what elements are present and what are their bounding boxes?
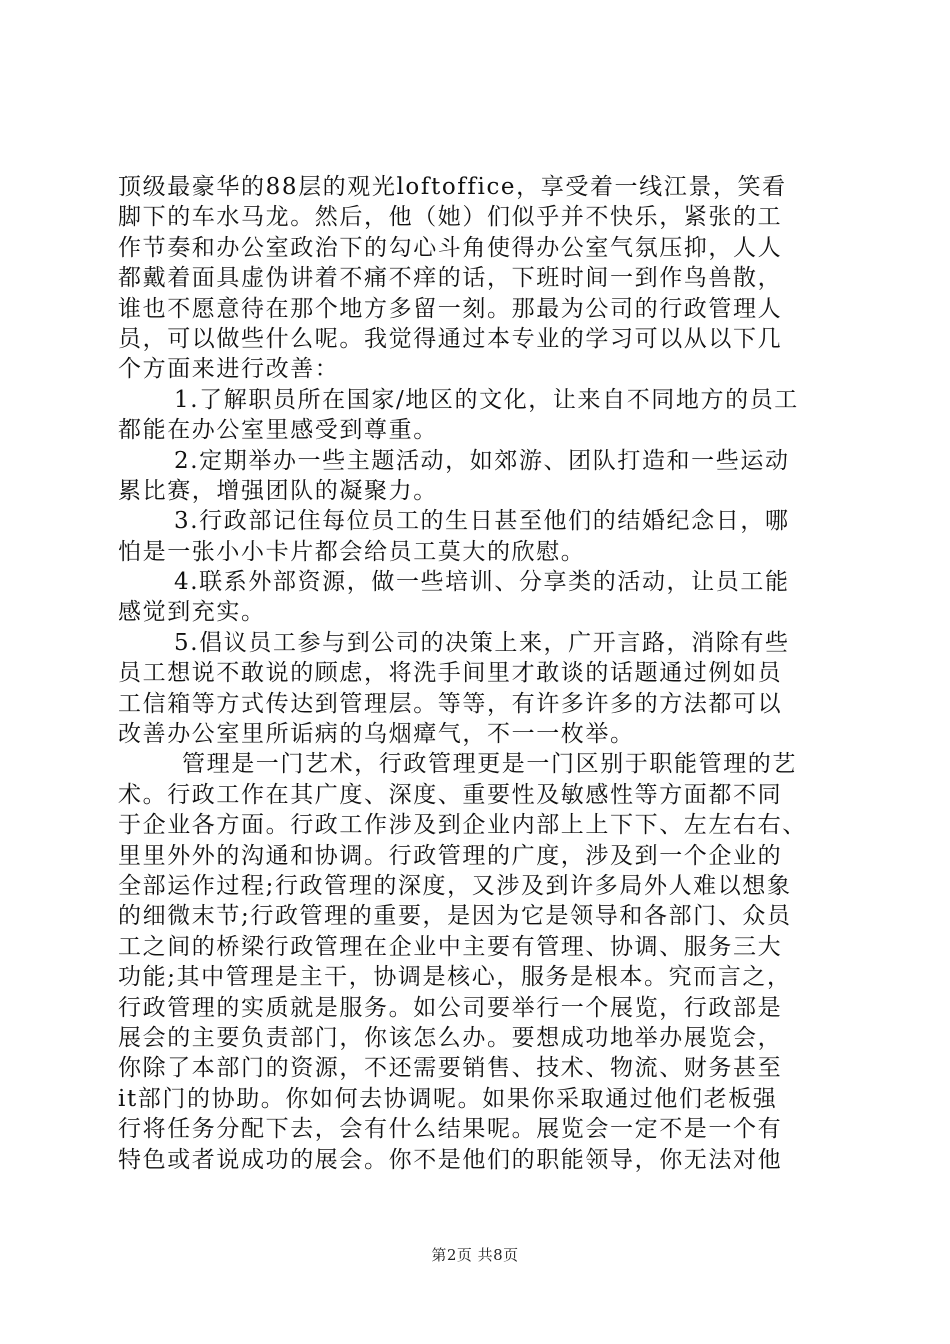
page-footer: 第2页 共8页	[431, 1246, 519, 1264]
body-text-line: 工信箱等方式传达到管理层。等等，有许多许多的方法都可以	[118, 690, 783, 717]
body-text-line: 作节奏和办公室政治下的勾心斗角使得办公室气氛压抑，人人	[118, 234, 783, 261]
body-text-line: 的细微末节;行政管理的重要，是因为它是领导和各部门、众员	[118, 903, 792, 930]
body-text-line: 脚下的车水马龙。然后，他（她）们似乎并不快乐，紧张的工	[118, 204, 783, 231]
body-text-line: 里里外外的沟通和协调。行政管理的广度，涉及到一个企业的	[118, 842, 783, 869]
body-text-line: 展会的主要负责部门，你该怎么办。要想成功地举办展览会，	[118, 1024, 783, 1051]
body-text-line: 感觉到充实。	[118, 599, 266, 626]
body-text-line: 特色或者说成功的展会。你不是他们的职能领导，你无法对他	[118, 1146, 783, 1173]
body-text-line: 顶级最豪华的88层的观光loftoffice，享受着一线江景，笑看	[118, 174, 787, 200]
body-text-line: 工之间的桥梁行政管理在企业中主要有管理、协调、服务三大	[118, 933, 783, 960]
body-text-line: 个方面来进行改善：	[118, 356, 340, 383]
body-text-line: 员，可以做些什么呢。我觉得通过本专业的学习可以从以下几	[118, 325, 783, 352]
body-text-line: it部门的协助。你如何去协调呢。如果你采取通过他们老板强	[118, 1085, 778, 1112]
body-text-line: 行将任务分配下去，会有什么结果呢。展览会一定不是一个有	[118, 1116, 783, 1143]
body-text-line: 4.联系外部资源，做一些培训、分享类的活动，让员工能	[174, 569, 790, 596]
body-text-line: 员工想说不敢说的顾虑，将洗手间里才敢谈的话题通过例如员	[118, 660, 783, 687]
body-text-line: 于企业各方面。行政工作涉及到企业内部上上下下、左左右右、	[118, 812, 807, 839]
body-text-line: 1.了解职员所在国家/地区的文化，让来自不同地方的员工	[174, 386, 799, 413]
body-text-line: 功能;其中管理是主干，协调是核心，服务是根本。究而言之，	[118, 964, 792, 991]
body-text-line: 术。行政工作在其广度、深度、重要性及敏感性等方面都不同	[118, 781, 783, 808]
body-text-line: 都戴着面具虚伪讲着不痛不痒的话，下班时间一到作鸟兽散，	[118, 265, 783, 292]
body-text-line: 都能在办公室里感受到尊重。	[118, 417, 438, 444]
body-text-line: 怕是一张小小卡片都会给员工莫大的欣慰。	[118, 538, 586, 565]
body-text-line: 累比赛，增强团队的凝聚力。	[118, 477, 438, 504]
body-text-line: 行政管理的实质就是服务。如公司要举行一个展览，行政部是	[118, 994, 783, 1021]
body-text-line: 5.倡议员工参与到公司的决策上来，广开言路，消除有些	[174, 629, 790, 656]
body-text-line: 3.行政部记住每位员工的生日甚至他们的结婚纪念日，哪	[174, 508, 790, 535]
body-text-line: 谁也不愿意待在那个地方多留一刻。那最为公司的行政管理人	[118, 295, 783, 322]
body-text-line: 全部运作过程;行政管理的深度，又涉及到许多局外人难以想象	[118, 872, 792, 899]
body-text-line: 你除了本部门的资源，不还需要销售、技术、物流、财务甚至	[118, 1055, 783, 1082]
body-text-line: 改善办公室里所诟病的乌烟瘴气，不一一枚举。	[118, 721, 635, 748]
document-body	[118, 172, 832, 1175]
body-text-line: 管理是一门艺术，行政管理更是一门区别于职能管理的艺	[182, 751, 797, 778]
body-text-line: 2.定期举办一些主题活动，如郊游、团队打造和一些运动	[174, 447, 790, 474]
